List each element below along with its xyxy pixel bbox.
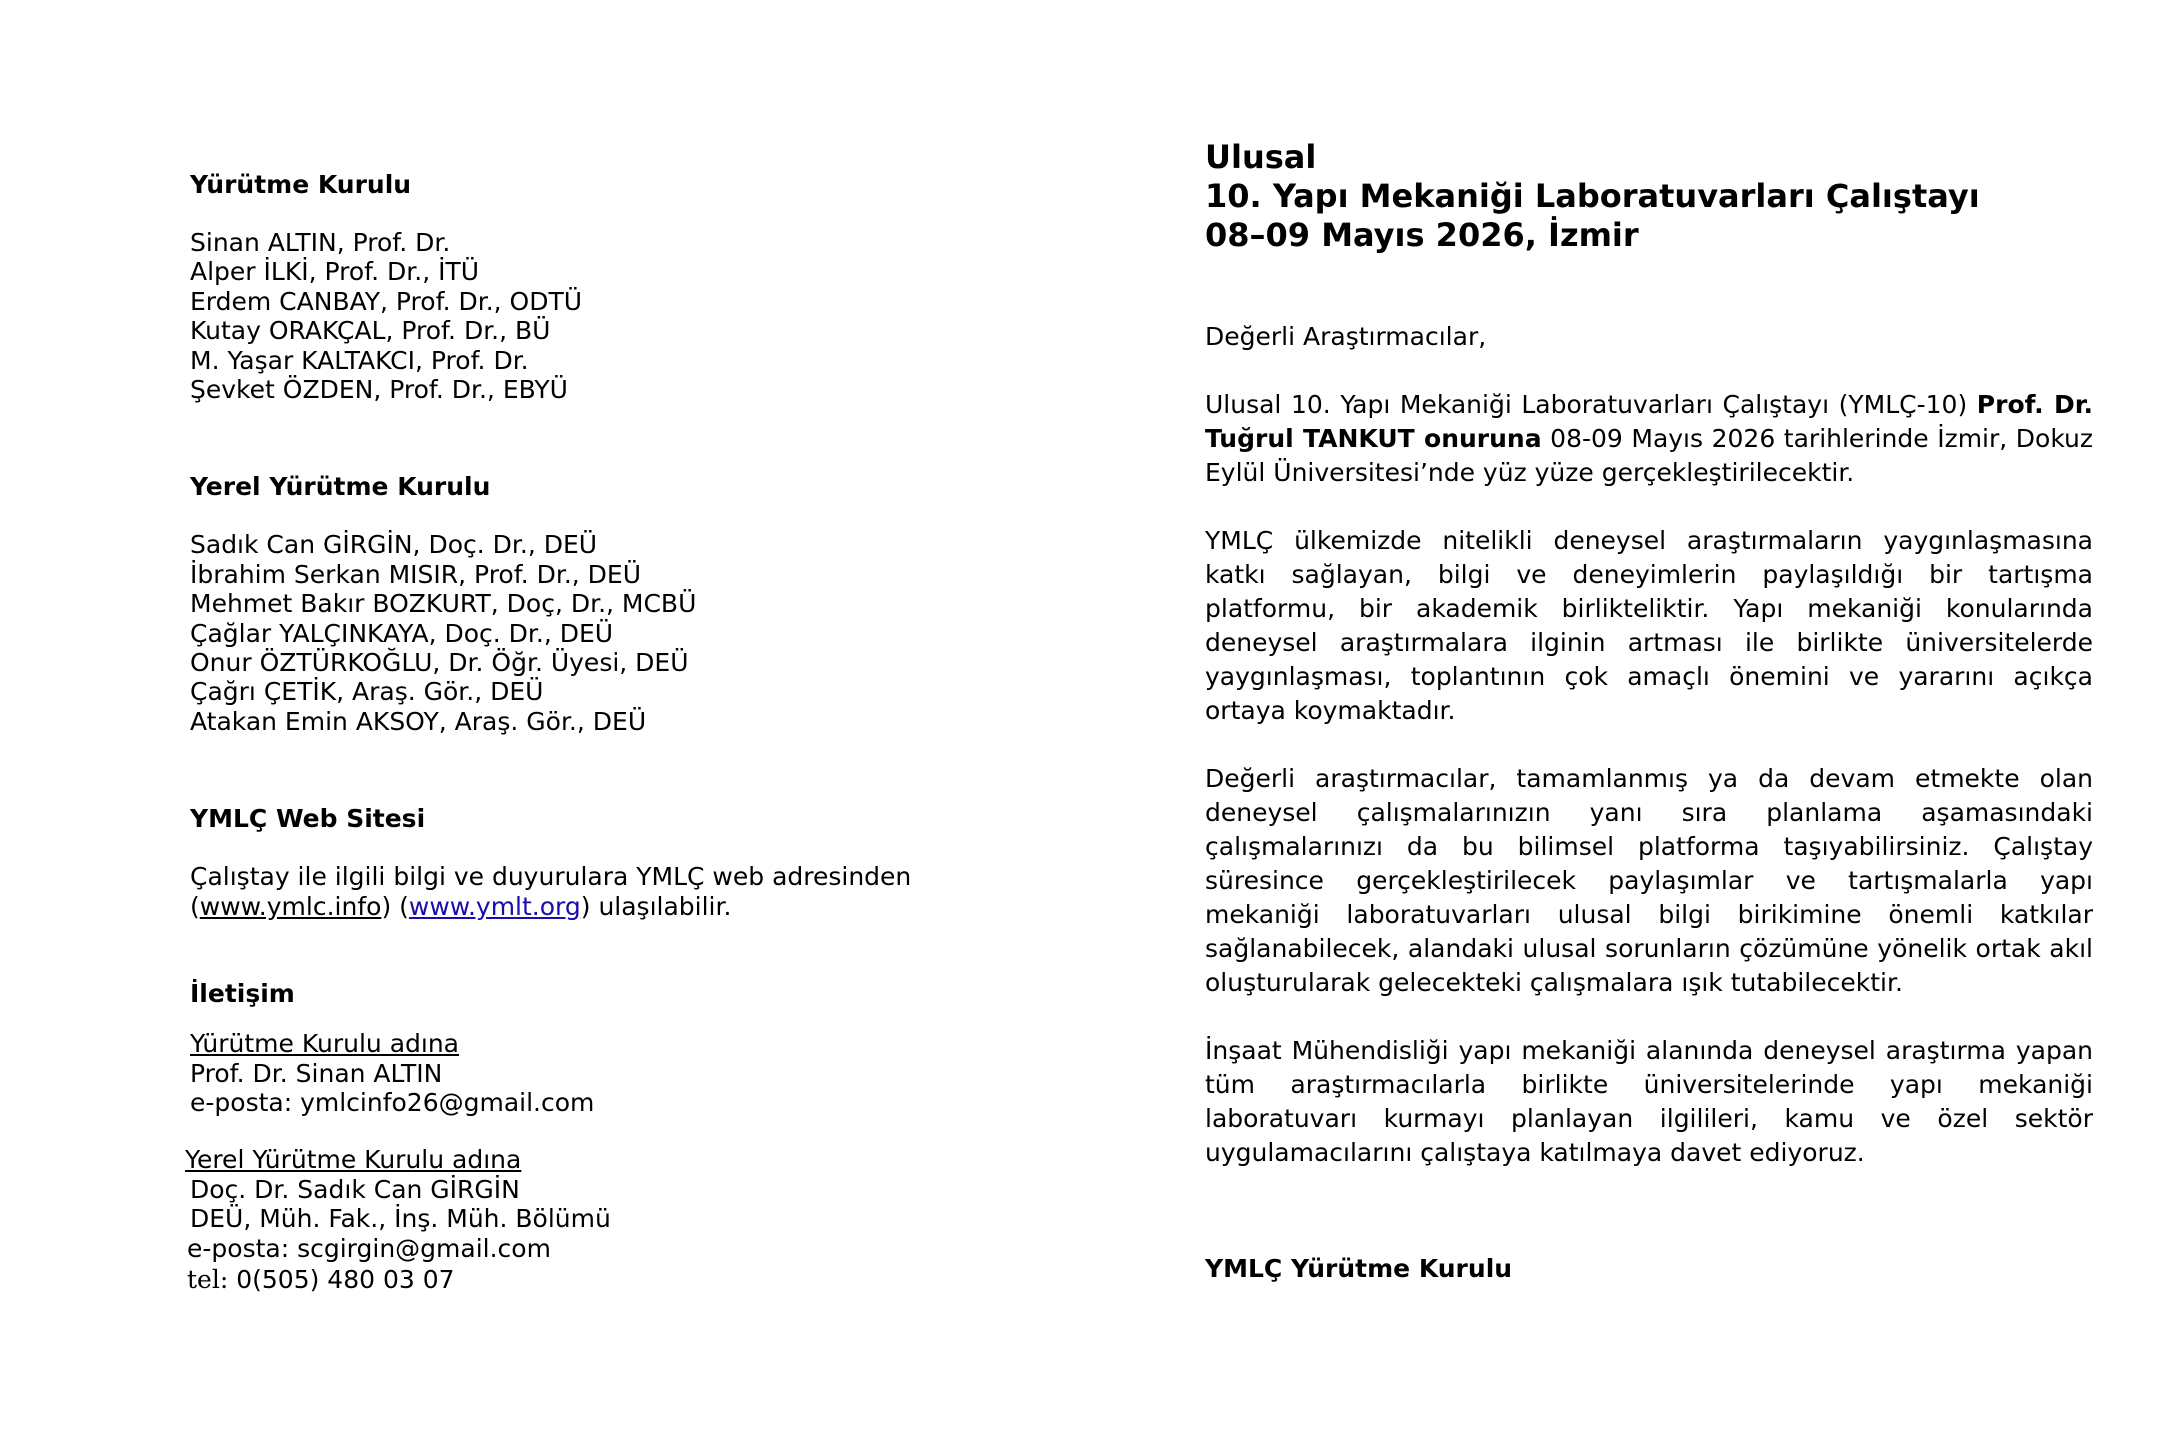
right-column: [1205, 138, 2093, 1284]
member-line: Mehmet Bakır BOZKURT, Doç, Dr., MCBÜ: [190, 589, 697, 619]
phone-number: 0(505) 480 03 07: [236, 1264, 455, 1294]
signature: YMLÇ Yürütme Kurulu: [1205, 1254, 1513, 1283]
paragraph-invitation: Değerli araştırmacılar, tamamlanmış ya da devam etmekte olan deneysel çalışmalarınızın yanı sıra planlama aşamasındaki çalışmalarınızı da bu bilimsel platforma taşıyabilirsiniz. Çalıştay süresince gerçekleştirilecek paylaşımlar ve tartışmalarla yapı mekaniği laboratuvarları ulusal bilgi birikimine önemli katkılar sağlanabilecek, alandaki ulusal sorunların çözümüne yönelik ortak akıl oluşturularak gelecekteki çalışmalara ışık tutabilecektir.: [1205, 764, 2093, 997]
ymlt-org-link[interactable]: www.ymlt.org: [408, 891, 581, 921]
contact-local-email[interactable]: e-posta: scgirgin@gmail.com: [187, 1233, 551, 1263]
member-line: Sadık Can GİRGİN, Doç. Dr., DEÜ: [190, 530, 598, 560]
honoree-name: Prof. Dr. Tuğrul TANKUT onuruna: [1205, 390, 2093, 453]
greeting: Değerli Araştırmacılar,: [1205, 322, 1487, 351]
contact-heading: İletişim: [190, 979, 295, 1009]
local-committee-list: [190, 530, 1010, 736]
contact-local-label: Yerel Yürütme Kurulu adına: [185, 1145, 522, 1175]
contact-local-name: Doç. Dr. Sadık Can GİRGİN: [190, 1174, 520, 1204]
ymlc-info-link[interactable]: www.ymlc.info: [199, 891, 382, 921]
local-committee-heading: Yerel Yürütme Kurulu: [190, 472, 491, 502]
website-info: [190, 862, 1010, 921]
member-line: Çağlar YALÇINKAYA, Doç. Dr., DEÜ: [190, 618, 614, 648]
member-line: Sinan ALTIN, Prof. Dr.: [190, 228, 451, 257]
contact-executive-email[interactable]: e-posta: ymlcinfo26@gmail.com: [190, 1087, 595, 1117]
left-column: [185, 170, 1010, 1297]
member-line: Alper İLKİ, Prof. Dr., İTÜ: [190, 257, 480, 287]
paragraph-intro: Ulusal 10. Yapı Mekaniği Laboratuvarları Çalıştayı (YMLÇ-10) Prof. Dr. Tuğrul TANKUT onuruna 08-09 Mayıs 2026 tarihlerinde İzmir, Dokuz Eylül Üniversitesi’nde yüz yüze gerçekleştirilecektir.: [1205, 390, 2094, 487]
website-line: Çalıştay ile ilgili bilgi ve duyurulara YMLÇ web adresinden: [190, 862, 912, 892]
contact-local: [185, 1145, 1010, 1263]
phone-label: tel:: [187, 1264, 237, 1294]
member-line: Kutay ORAKÇAL, Prof. Dr., BÜ: [190, 316, 551, 346]
title-line-1: Ulusal: [1205, 138, 1317, 176]
website-heading: YMLÇ Web Sitesi: [190, 804, 426, 834]
member-line: Çağrı ÇETİK, Araş. Gör., DEÜ: [190, 677, 544, 707]
member-line: Erdem CANBAY, Prof. Dr., ODTÜ: [190, 286, 583, 316]
contact-executive: [190, 1029, 1010, 1117]
executive-committee-heading: Yürütme Kurulu: [190, 170, 412, 199]
event-title: [1205, 138, 2093, 255]
contact-local-dept: DEÜ, Müh. Fak., İnş. Müh. Bölümü: [190, 1204, 611, 1234]
contact-phone[interactable]: [187, 1263, 1010, 1297]
paragraph-audience: İnşaat Mühendisliği yapı mekaniği alanında deneysel araştırma yapan tüm araştırmacılarla birlikte üniversitelerinde yapı mekaniği laboratuvarı kurmayı planlayan ilgilileri, kamu ve özel sektör uygulamacılarını çalıştaya katılmaya davet ediyoruz.: [1205, 1036, 2093, 1167]
contact-executive-label: Yürütme Kurulu adına: [190, 1029, 460, 1059]
executive-committee-list: [190, 228, 1010, 404]
member-line: M. Yaşar KALTAKCI, Prof. Dr.: [190, 345, 529, 375]
contact-executive-name: Prof. Dr. Sinan ALTIN: [190, 1058, 443, 1088]
member-line: Şevket ÖZDEN, Prof. Dr., EBYÜ: [190, 375, 568, 405]
member-line: Atakan Emin AKSOY, Araş. Gör., DEÜ: [190, 706, 647, 736]
title-line-2: 10. Yapı Mekaniği Laboratuvarları Çalıştayı: [1205, 177, 1980, 215]
paragraph-about: YMLÇ ülkemizde nitelikli deneysel araştırmaların yaygınlaşmasına katkı sağlayan, bilgi ve deneyimlerin paylaşıldığı bir tartışma platformu, bir akademik birlikteliktir. Yapı mekaniği konularında deneysel araştırmalara ilginin artması ile birlikte üniversitelerde yaygınlaşması, toplantının çok amaçlı önemini ve yararını açıkça ortaya koymaktadır.: [1205, 526, 2093, 725]
member-line: İbrahim Serkan MISIR, Prof. Dr., DEÜ: [190, 559, 642, 589]
member-line: Onur ÖZTÜRKOĞLU, Dr. Öğr. Üyesi, DEÜ: [190, 648, 689, 678]
website-links-line: (www.ymlc.info) (www.ymlt.org) ulaşılabilir.: [190, 891, 732, 921]
title-line-3: 08–09 Mayıs 2026, İzmir: [1205, 216, 1639, 254]
